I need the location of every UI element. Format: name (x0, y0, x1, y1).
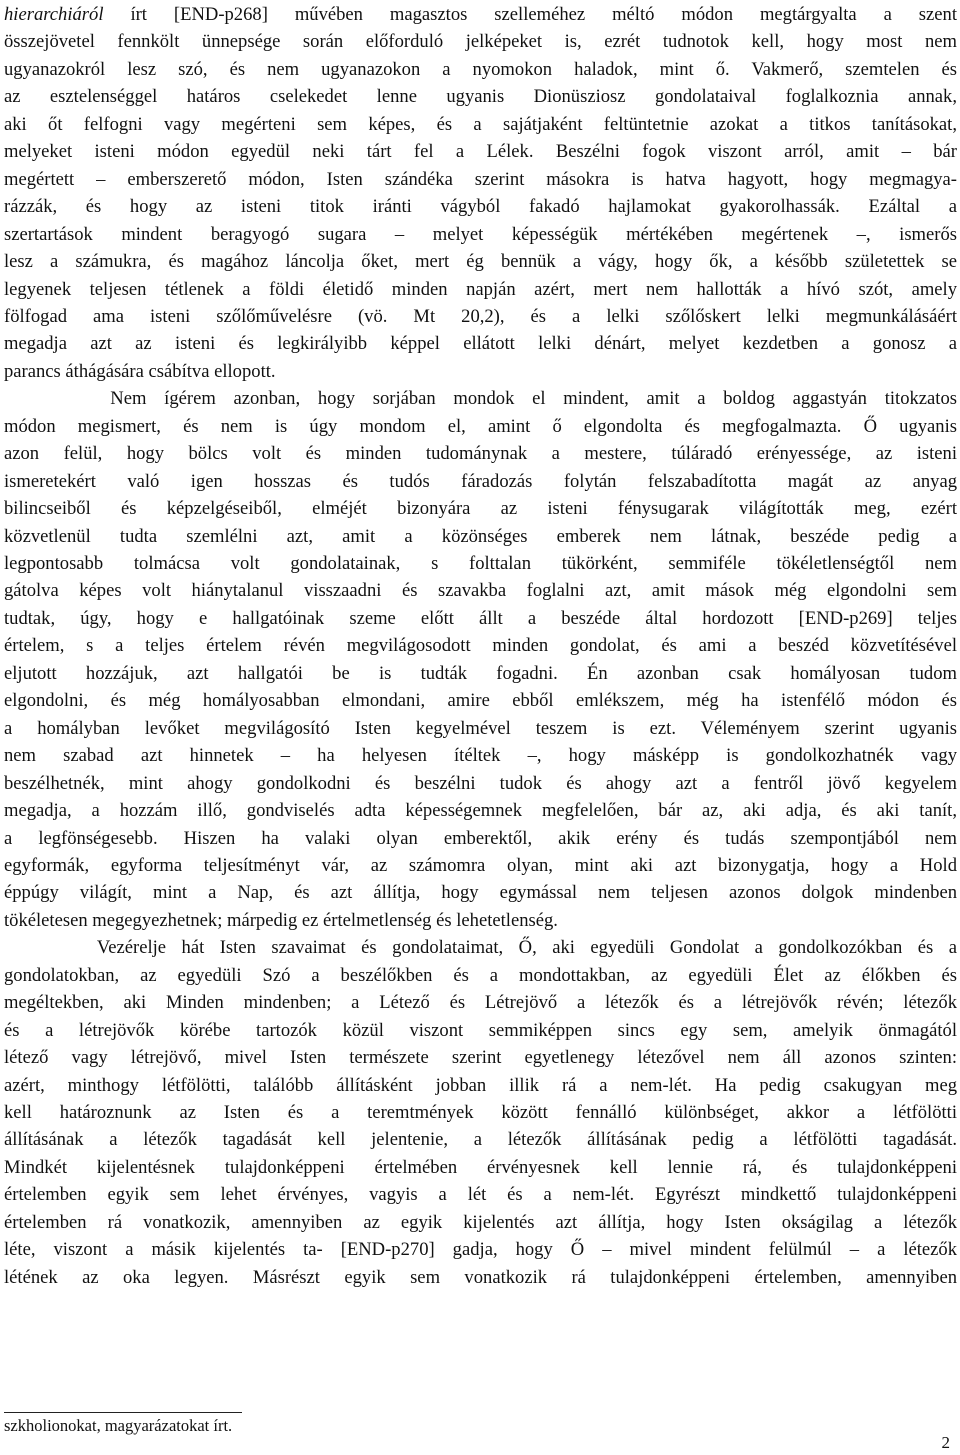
text-line: parancs áthágására csábítva ellopott. (4, 360, 276, 382)
text-line: azért, minthogy létfölötti, találóbb állításként jobban illik rá a nem-lét. Ha pedig csakugyan meg (4, 1074, 957, 1096)
text-line: bilincseiből és képzelgéseiből, elméjét bizonyára az isteni fénysugarak világították meg, ezért (4, 498, 957, 520)
footnote-separator (4, 1412, 242, 1413)
text-line: tudtak, úgy, hogy e hallgatóinak szeme előtt állt a beszéde által hordozott [END-p269] teljes (4, 607, 957, 629)
text-line: beszélhetnék, mint ahogy gondolkodni és beszélni tudok és ahogy azt a fentről jövő kegyelem (4, 772, 957, 794)
text-line: eljutott hozzájuk, azt hallgatói be is tudták fogadni. Én azonban csak homályosan tudom (4, 662, 957, 684)
text-line: szertartások mindent beragyogó sugara – melyet képességük mértékében megértenek –, ismerős (4, 223, 957, 245)
text-line: megéltekben, aki Minden mindenben; a Létező és Létrejövő a létezők és a létrejövők révén; létezők (4, 992, 957, 1014)
text-line: összejövetel fennkölt ünnepsége során előforduló jelképeket is, ezrét tudnotok kell, hogy most nem (4, 31, 957, 53)
text-line: lesz a számukra, és magához láncolja őket, mert ég bennük a vágy, hogy ők, a később születettek se (4, 251, 957, 273)
text-line: rázzák, és hogy az isteni titok iránti vágyból fakadó hajlamokat gyakorolhassák. Ezáltal a (4, 196, 957, 218)
text-line: állításának a létezők tagadását kell jelentenie, a létezők állításának pedig a létfölötti tagadását. (4, 1129, 957, 1151)
text-line: és a létrejövők körébe tartozók közül viszont semmiképpen sincs egy sem, amelyik önmagától (4, 1019, 957, 1041)
text-line: egyformák, egyforma teljesítményt vár, az számomra olyan, mint aki azt bizonygatja, hogy a Hold (4, 854, 957, 876)
text-line: a legfönségesebb. Hiszen ha valaki olyan emberektől, akik erény és tudás szempontjából nem (4, 827, 957, 849)
text-line: a homályban levőket megvilágosító Isten kegyelmével teszem is ezt. Véleményem szerint ugyanis (4, 717, 957, 739)
text-line: melyeket isteni módon egyedül neki tárt fel a Lélek. Beszélni fogok viszont arról, amit – bár (4, 141, 957, 163)
text-line: gondolatokban, az egyedüli Szó a beszélőkben és a mondottakban, az egyedüli Élet az élőkben és (4, 964, 957, 986)
text-line: értelem, s a teljes értelem révén megvilágosodott minden gondolat, és ami a beszéd közvetítésével (4, 635, 957, 657)
text-line: értelemben egyik sem lehet érvényes, vagyis a lét és a nem-lét. Egyrészt mindkettő tulajdonképpeni (4, 1184, 957, 1206)
text-line: ismeretekért való igen hosszas és tudós fáradozás folytán felszabadította magát az anyag (4, 470, 957, 492)
text-line: aki őt felfogni vagy megérteni sem képes, és a sajátjaként feltüntetnie azokat a titkos tanításokat, (4, 113, 957, 135)
text-line: legyenek teljesen tétlenek a földi életidő minden napján azért, mert nem hallották a hívó szót, amely (4, 278, 957, 300)
text-line: létező vagy létrejövő, mivel Isten természete szerint egyetlenegy létezővel nem áll azonos szinten: (4, 1047, 957, 1069)
text-line: módon megismert, és nem is úgy mondom el, amint ő elgondolta és megfogalmazta. Ő ugyanis (4, 415, 957, 437)
text-line: gátolva képes volt hiánytalanul visszaadni és szavakba foglalni azt, amit mások még elgondolni sem (4, 580, 957, 602)
text-line: tökéletesen megegyezhetnek; márpedig ez értelmetlenség és lehetetlenség. (4, 909, 558, 931)
text-line: Vezérelje hát Isten szavaimat és gondolataimat, Ő, aki egyedüli Gondolat a gondolkozókban és a (4, 937, 957, 959)
text-line: ugyanazokról lesz szó, és nem ugyanazokon a nyomokon haladok, mint ő. Vakmerő, szemtelen és (4, 58, 957, 80)
text-line: létének az oka legyen. Másrészt egyik sem vonatkozik rá tulajdonképpeni értelemben, amennyiben (4, 1266, 957, 1288)
text-line: elgondolni, és még homályosabban elmondani, amire ebből emlékszem, még ha istenfélő módon és (4, 690, 957, 712)
text-line: közvetlenül tudta szemlélni azt, amit a közönséges emberek nem látnak, beszéde pedig a (4, 525, 957, 547)
text-line: megértett – emberszerető módon, Isten szándéka szerint másokra is hatva hagyott, hogy megmagya- (4, 168, 957, 190)
text-line: Nem ígérem azonban, hogy sorjában mondok el mindent, amit a boldog aggastyán titokzatos (4, 388, 957, 410)
text-line: hierarchiáról írt [END-p268] művében magasztos szelleméhez méltó módon megtárgyalta a szent (4, 4, 957, 25)
text-line: azon felül, hogy bölcs volt és minden tudománynak a mestere, túláradó erényessége, az isteni (4, 443, 957, 465)
text-line: legpontosabb tolmácsa volt gondolatainak, s folttalan tükörként, semmiféle tökéletlenségtől nem (4, 553, 957, 574)
text-line: léte, viszont a másik kijelentés ta- [END-p270] gadja, hogy Ő – mivel mindent felülmúl – a létezők (4, 1239, 957, 1261)
text-line: fölfogad ama isteni szőlőművelésre (vö. Mt 20,2), és a lelki szőlőskert lelki megmunkálásáért (4, 305, 957, 327)
text-line: kell határoznunk az Isten és a teremtmények között fennálló különbséget, akkor a létfölötti (4, 1102, 957, 1123)
text-line: Mindkét kijelentésnek tulajdonképpeni értelmében érvényesnek kell lennie rá, és tulajdonképpeni (4, 1156, 957, 1178)
footnote: szkholionokat, magyarázatokat írt. (4, 1416, 233, 1435)
text-line: éppúgy világít, mint a Nap, és azt állítja, hogy egymással nem teljesen azonos dolgok mindenben (4, 882, 957, 904)
text-line: megadja azt az isteni és legkirályibb képpel ellátott lelki dénárt, melyet kezdetben a gonosz a (4, 333, 957, 355)
text-line: nem szabad azt hinnetek – ha helyesen ítéltek –, hogy másképp is gondolkozhatnék vagy (4, 745, 957, 767)
text-line: értelemben rá vonatkozik, amennyiben az egyik kijelentés azt állítja, hogy Isten okságilag a létezők (4, 1211, 957, 1233)
page-number: 2 (941, 1433, 950, 1452)
text-line: az esztelenséggel határos cselekedet lenne ugyanis Dionüsziosz gondolataival foglalkoznia annak, (4, 86, 957, 108)
text-line: megadja, a hozzám illő, gondviselés adta képességemnek megfelelően, bár az, aki adja, és aki tanít, (4, 800, 957, 822)
